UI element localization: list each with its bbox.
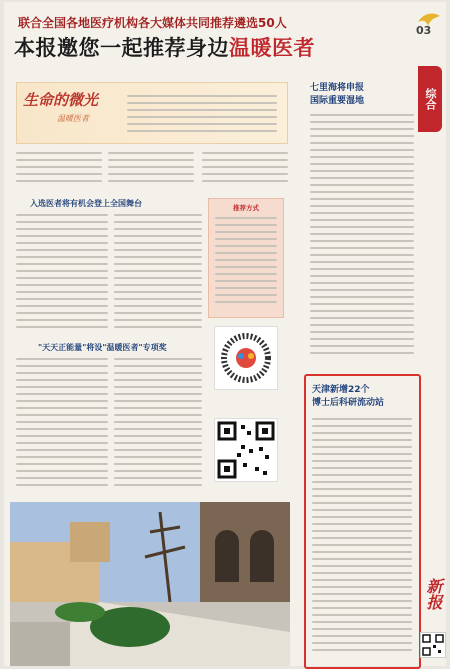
section-tag: 综合 bbox=[418, 66, 442, 132]
right-headline-2a: 天津新增22个 bbox=[312, 385, 370, 395]
right-body-text bbox=[310, 114, 414, 364]
body-text-col1c bbox=[16, 358, 108, 494]
kicker-line: 联合全国各地医疗机构各大媒体共同推荐遴选50人 bbox=[18, 16, 287, 30]
qr-code-image bbox=[214, 326, 278, 390]
body-text-col1b bbox=[16, 214, 108, 334]
headline-highlight: 温暖医者 bbox=[229, 36, 315, 60]
page-headline bbox=[14, 32, 315, 62]
date-strip bbox=[424, 142, 438, 422]
qr-code-image bbox=[214, 418, 278, 482]
headline-prefix: 本报邀您一起推荐身边 bbox=[14, 36, 229, 60]
right-headline-1b: 国际重要湿地 bbox=[310, 96, 365, 106]
banner-subtitle: 温暖医者 bbox=[57, 114, 89, 123]
recommend-title: 推荐方式 bbox=[233, 204, 259, 212]
subhead-2: "天天正能量"将设"温暖医者"专项奖 bbox=[38, 343, 167, 352]
qr-code-image bbox=[420, 632, 446, 658]
campaign-banner bbox=[16, 82, 288, 144]
banner-text bbox=[127, 95, 277, 139]
recommend-box bbox=[208, 198, 284, 318]
street-photo bbox=[10, 502, 290, 666]
body-text-col1 bbox=[16, 152, 102, 192]
right-headline-2b: 博士后科研流动站 bbox=[312, 398, 385, 408]
newspaper-brand: 新报 bbox=[424, 578, 443, 610]
highlighted-article-frame bbox=[304, 374, 421, 669]
right-headline-1a: 七里海将申报 bbox=[310, 83, 365, 93]
highlighted-article-text bbox=[312, 418, 412, 658]
body-text-col2c bbox=[114, 358, 202, 494]
body-text-col3 bbox=[202, 152, 288, 192]
page-number: 03 bbox=[416, 24, 432, 37]
body-text-col2 bbox=[108, 152, 194, 192]
body-text-col2b bbox=[114, 214, 202, 334]
recommend-text bbox=[215, 217, 277, 311]
banner-title: 生命的微光 bbox=[23, 91, 99, 109]
subhead-1: 入选医者将有机会登上全国舞台 bbox=[30, 199, 142, 208]
newspaper-page bbox=[4, 2, 446, 666]
